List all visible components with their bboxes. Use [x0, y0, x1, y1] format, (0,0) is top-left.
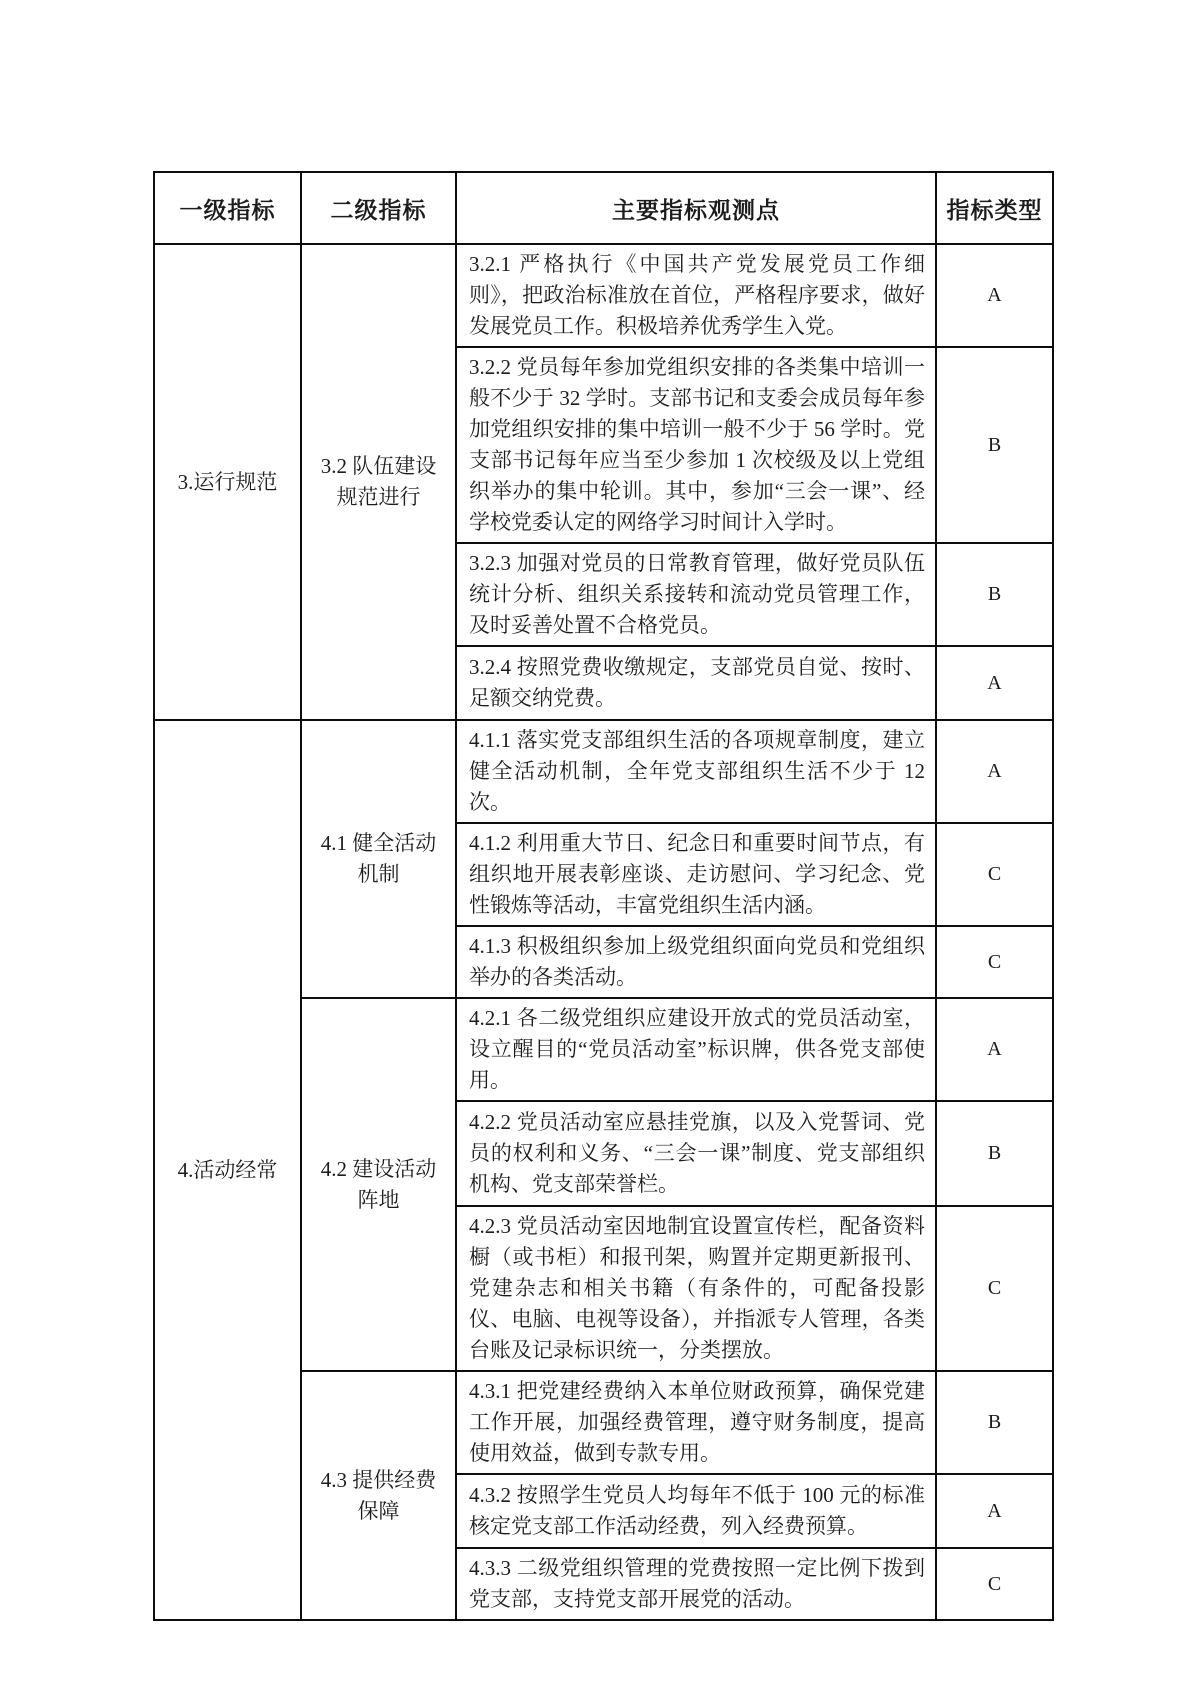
observation-cell: 4.2.3 党员活动室因地制宜设置宣传栏，配备资料橱（或书柜）和报刊架，购置并定期更新报刊、党建杂志和相关书籍（有条件的，可配备投影仪、电脑、电视等设备），并指派专人管理，各类台账及记录标识统一，分类摆放。: [456, 1206, 936, 1371]
level1-indicator-cell: 4.活动经常: [154, 720, 301, 1620]
level2-label-line1: 3.2 队伍建设: [320, 454, 437, 478]
level2-label-line2: 阵地: [357, 1187, 400, 1212]
header-level1-indicator: 一级指标: [154, 172, 301, 244]
level2-indicator-cell: [301, 720, 456, 998]
observation-cell: 4.2.2 党员活动室应悬挂党旗，以及入党誓词、党员的权利和义务、“三会一课”制度、党支部组织机构、党支部荣誉栏。: [456, 1101, 936, 1206]
observation-cell: 3.2.4 按照党费收缴规定，支部党员自觉、按时、足额交纳党费。: [456, 646, 936, 720]
header-observation-points: 主要指标观测点: [456, 172, 936, 244]
type-cell: C: [936, 1548, 1053, 1620]
level2-indicator-cell: [301, 998, 456, 1371]
header-row: [154, 172, 1053, 244]
level2-label-line1: 4.1 健全活动: [320, 831, 437, 855]
level2-label-line2: 规范进行: [336, 485, 421, 509]
type-cell: B: [936, 1101, 1053, 1206]
type-cell: B: [936, 347, 1053, 543]
indicator-table: [153, 171, 1054, 1621]
observation-cell: 4.3.3 二级党组织管理的党费按照一定比例下拨到党支部，支持党支部开展党的活动。: [456, 1548, 936, 1620]
type-cell: C: [936, 1206, 1053, 1371]
level2-label-line1: 4.2 建设活动: [320, 1156, 437, 1181]
type-cell: A: [936, 646, 1053, 720]
level2-indicator-cell: [301, 1371, 456, 1620]
level2-indicator-cell: [301, 244, 456, 720]
table-row: [154, 720, 1053, 823]
type-cell: A: [936, 244, 1053, 347]
observation-cell: 4.1.1 落实党支部组织生活的各项规章制度，建立健全活动机制，全年党支部组织生活不少于 12 次。: [456, 720, 936, 823]
type-cell: C: [936, 823, 1053, 926]
level2-label-line1: 4.3 提供经费: [320, 1467, 437, 1492]
observation-cell: 4.3.2 按照学生党员人均每年不低于 100 元的标准核定党支部工作活动经费，列入经费预算。: [456, 1474, 936, 1548]
type-cell: C: [936, 926, 1053, 998]
observation-cell: 3.2.2 党员每年参加党组织安排的各类集中培训一般不少于 32 学时。支部书记和支委会成员每年参加党组织安排的集中培训一般不少于 56 学时。党支部书记每年应当至少参加 1 次校级及以上党组织举办的集中轮训。其中，参加“三会一课”、经学校党委认定的网络学习时间计入学时。: [456, 347, 936, 543]
level1-indicator-cell: 3.运行规范: [154, 244, 301, 720]
level2-label-line2: 机制: [357, 862, 400, 886]
observation-cell: 4.2.1 各二级党组织应建设开放式的党员活动室，设立醒目的“党员活动室”标识牌，供各党支部使用。: [456, 998, 936, 1101]
observation-cell: 3.2.3 加强对党员的日常教育管理，做好党员队伍统计分析、组织关系接转和流动党员管理工作，及时妥善处置不合格党员。: [456, 543, 936, 646]
observation-cell: 4.3.1 把党建经费纳入本单位财政预算，确保党建工作开展，加强经费管理，遵守财务制度，提高使用效益，做到专款专用。: [456, 1371, 936, 1474]
observation-cell: 3.2.1 严格执行《中国共产党发展党员工作细则》，把政治标准放在首位，严格程序要求，做好发展党员工作。积极培养优秀学生入党。: [456, 244, 936, 347]
type-cell: B: [936, 1371, 1053, 1474]
type-cell: A: [936, 998, 1053, 1101]
table-row: [154, 244, 1053, 347]
observation-cell: 4.1.2 利用重大节日、纪念日和重要时间节点，有组织地开展表彰座谈、走访慰问、学习纪念、党性锻炼等活动，丰富党组织生活内涵。: [456, 823, 936, 926]
header-indicator-type: 指标类型: [936, 172, 1053, 244]
type-cell: B: [936, 543, 1053, 646]
type-cell: A: [936, 720, 1053, 823]
type-cell: A: [936, 1474, 1053, 1548]
level2-label-line2: 保障: [357, 1498, 400, 1523]
observation-cell: 4.1.3 积极组织参加上级党组织面向党员和党组织举办的各类活动。: [456, 926, 936, 998]
header-level2-indicator: 二级指标: [301, 172, 456, 244]
